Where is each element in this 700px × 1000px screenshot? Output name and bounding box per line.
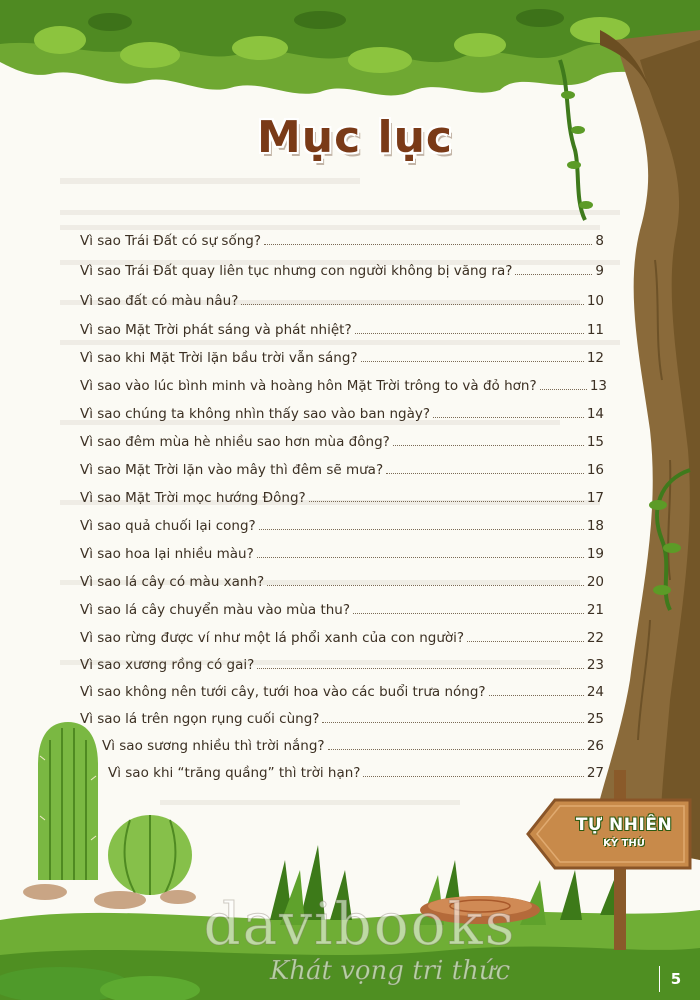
toc-leader-dots — [489, 695, 584, 696]
toc-leader-dots — [267, 585, 584, 586]
toc-entry-page: 25 — [586, 711, 604, 727]
page-title: Mục lục — [257, 112, 453, 163]
toc-entry — [80, 428, 604, 450]
toc-entry-page: 21 — [586, 602, 604, 618]
toc-leader-dots — [309, 501, 584, 502]
cactus-round — [108, 815, 192, 895]
toc-entry-title: Vì sao quả chuối lại cong? — [80, 518, 256, 534]
toc-entry-page: 17 — [586, 490, 604, 506]
page-number: 5 — [659, 966, 692, 992]
toc-entry-title: Vì sao Trái Đất quay liên tục nhưng con người không bị văng ra? — [80, 263, 513, 279]
toc-entry-title: Vì sao Trái Đất có sự sống? — [80, 233, 262, 249]
toc-leader-dots — [353, 613, 584, 614]
toc-entry — [80, 400, 604, 422]
toc-entry — [80, 568, 604, 590]
toc-entry-page: 22 — [586, 630, 604, 646]
toc-entry — [80, 372, 607, 394]
toc-entry — [80, 484, 604, 506]
toc-entry — [80, 596, 604, 618]
toc-entry-title: Vì sao khi “trăng quầng” thì trời hạn? — [108, 765, 361, 781]
toc-entry-title: Vì sao vào lúc bình minh và hoàng hôn Mặt Trời trông to và đỏ hơn? — [80, 378, 537, 394]
toc-leader-dots — [393, 445, 584, 446]
toc-entry-title: Vì sao rừng được ví như một lá phổi xanh của con người? — [80, 630, 465, 646]
toc-entry — [108, 759, 604, 781]
toc-entry-page: 19 — [586, 546, 604, 562]
toc-entry-page: 18 — [586, 518, 604, 534]
toc-leader-dots — [433, 417, 584, 418]
toc-entry — [80, 287, 604, 309]
toc-entry-title: Vì sao sương nhiều thì trời nắng? — [102, 738, 325, 754]
toc-entry-page: 26 — [586, 738, 604, 754]
toc-entry-title: Vì sao lá cây chuyển màu vào mùa thu? — [80, 602, 351, 618]
toc-leader-dots — [355, 333, 584, 334]
toc-entry-title: Vì sao Mặt Trời mọc hướng Đông? — [80, 490, 306, 506]
toc-entry-title: Vì sao lá trên ngọn rụng cuối cùng? — [80, 711, 320, 727]
toc-entry — [80, 316, 604, 338]
toc-leader-dots — [363, 776, 583, 777]
watermark-brand: davibooks — [203, 890, 517, 958]
toc-entry-page: 14 — [586, 406, 604, 422]
toc-entry-title: Vì sao lá cây có màu xanh? — [80, 574, 265, 590]
sign-subtitle: KỲ THÚ — [603, 838, 645, 849]
toc-entry — [80, 705, 604, 727]
toc-entry — [80, 227, 604, 249]
sign-title: TỰ NHIÊN — [575, 815, 673, 835]
toc-leader-dots — [259, 529, 584, 530]
toc-entry-page: 8 — [595, 233, 604, 249]
toc-entry — [80, 512, 604, 534]
toc-leader-dots — [515, 274, 592, 275]
toc-entry-title: Vì sao xương rồng có gai? — [80, 657, 255, 673]
toc-entry-page: 12 — [586, 350, 604, 366]
toc-entry — [80, 257, 604, 279]
toc-entry-page: 10 — [586, 293, 604, 309]
toc-entry — [80, 678, 604, 700]
toc-leader-dots — [467, 641, 584, 642]
toc-entry-title: Vì sao đêm mùa hè nhiều sao hơn mùa đông? — [80, 434, 390, 450]
toc-entry — [80, 456, 604, 478]
toc-entry-page: 27 — [586, 765, 604, 781]
toc-leader-dots — [540, 389, 587, 390]
toc-entry — [80, 624, 604, 646]
toc-entry-page: 11 — [586, 322, 604, 338]
toc-entry-page: 20 — [586, 574, 604, 590]
toc-entry-page: 15 — [586, 434, 604, 450]
cactus-tall — [38, 722, 98, 880]
toc-leader-dots — [257, 668, 583, 669]
toc-entry-title: Vì sao Mặt Trời phát sáng và phát nhiệt? — [80, 322, 352, 338]
toc-leader-dots — [264, 244, 592, 245]
toc-entry-title: Vì sao khi Mặt Trời lặn bầu trời vẫn sáng? — [80, 350, 358, 366]
toc-entry-page: 16 — [586, 462, 604, 478]
toc-entry — [80, 540, 604, 562]
tree-trunk — [590, 30, 700, 860]
toc-entry-title: Vì sao đất có màu nâu? — [80, 293, 239, 309]
toc-leader-dots — [257, 557, 584, 558]
toc-entry-title: Vì sao hoa lại nhiều màu? — [80, 546, 254, 562]
toc-entry-title: Vì sao Mặt Trời lặn vào mây thì đêm sẽ mưa? — [80, 462, 384, 478]
toc-entry-page: 9 — [595, 263, 604, 279]
toc-entry-page: 24 — [586, 684, 604, 700]
tree-canopy — [0, 0, 700, 220]
toc-leader-dots — [386, 473, 584, 474]
toc-entry — [80, 344, 604, 366]
toc-leader-dots — [322, 722, 583, 723]
toc-entry — [102, 732, 604, 754]
toc-leader-dots — [328, 749, 584, 750]
toc-entry-page: 23 — [586, 657, 604, 673]
watermark-tagline: Khát vọng tri thức — [269, 956, 511, 986]
toc-entry — [80, 651, 604, 673]
toc-leader-dots — [361, 361, 584, 362]
toc-leader-dots — [241, 304, 583, 305]
toc-entry-title: Vì sao chúng ta không nhìn thấy sao vào ban ngày? — [80, 406, 431, 422]
toc-entry-page: 13 — [589, 378, 607, 394]
toc-entry-title: Vì sao không nên tưới cây, tưới hoa vào các buổi trưa nóng? — [80, 684, 486, 700]
